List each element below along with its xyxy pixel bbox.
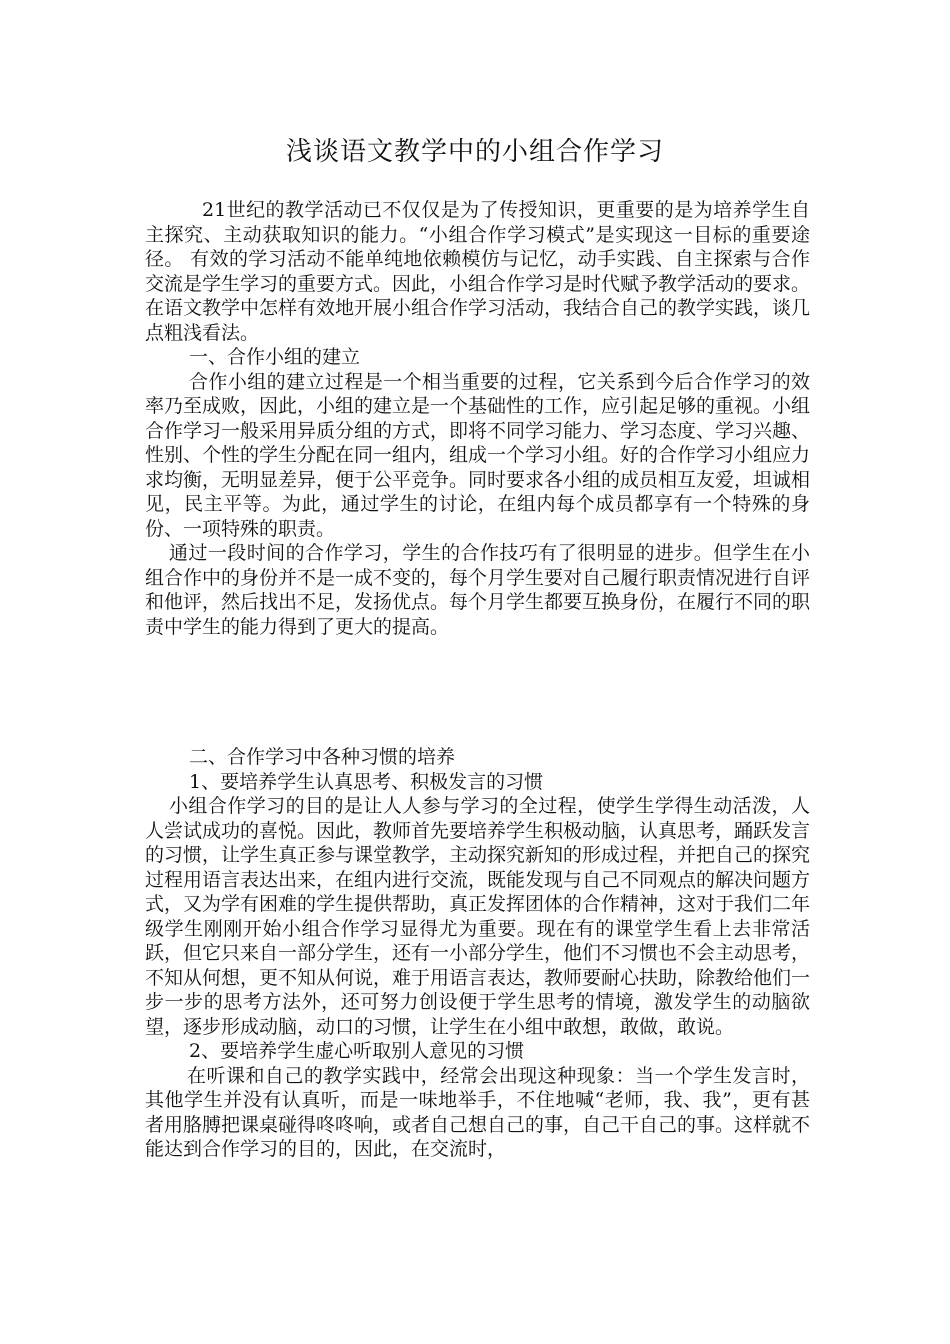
intro-paragraph: 21世纪的教学活动已不仅仅是为了传授知识，更重要的是为培养学生自主探究、主动获取知识的能力。“小组合作学习模式”是实现这一目标的重要途径。 有效的学习活动不能单纯地依赖模仿与记忆，动手实践、自主探索与合作交流是学生学习的重要方式。因此，小组合作学习是时代赋予教学活动的要求。在语文教学中怎样有效地开展小组合作学习活动，我结合自己的教学实践，谈几点粗浅看法。 xyxy=(145,199,811,344)
subsection-2-heading: 2、要培养学生虚心听取别人意见的习惯 xyxy=(189,1040,525,1062)
document-title: 浅谈语文教学中的小组合作学习 xyxy=(285,137,664,167)
section-2-block xyxy=(145,745,810,1162)
section-1-paragraph-2: 通过一段时间的合作学习，学生的合作技巧有了很明显的进步。但学生在小组合作中的身份并不是一成不变的，每个月学生要对自己履行职责情况进行自评和他评，然后找出不足，发扬优点。每个月学生都要互换身份，在履行不同的职责中学生的能力得到了更大的提高。 xyxy=(145,542,811,638)
section-1-paragraph-1: 合作小组的建立过程是一个相当重要的过程，它关系到今后合作学习的效率乃至成败，因此，小组的建立是一个基础性的工作，应引起足够的重视。小组合作学习一般采用异质分组的方式，即将不同学习能力、学习态度、学习兴趣、性别、个性的学生分配在同一组内，组成一个学习小组。好的合作学习小组应力求均衡，无明显差异，便于公平竞争。同时要求各小组的成员相互友爱，坦诚相见，民主平等。为此，通过学生的讨论，在组内每个成员都享有一个特殊的身份、一项特殊的职责。 xyxy=(145,370,811,540)
section-1-heading: 一、合作小组的建立 xyxy=(189,346,361,368)
subsection-2-paragraph: 在听课和自己的教学实践中，经常会出现这种现象：当一个学生发言时，其他学生并没有认真听，而是一味地举手，不住地喊“老师，我、我”，更有甚者用胳膊把课桌碰得咚咚响，或者自己想自己的事，自己干自己的事。这样就不能达到合作学习的目的，因此，在交流时， xyxy=(145,1064,811,1160)
section-2-heading: 二、合作学习中各种习惯的培养 xyxy=(189,746,456,768)
subsection-1-heading: 1、要培养学生认真思考、积极发言的习惯 xyxy=(189,770,544,793)
subsection-1-paragraph: 小组合作学习的目的是让人人参与学习的全过程，使学生学得生动活泼，人人尝试成功的喜悦。因此，教师首先要培养学生积极动脑，认真思考，踊跃发言的习惯，让学生真正参与课堂教学，主动探究新知的形成过程，并把自己的探究过程用语言表达出来，在组内进行交流，既能发现与自己不同观点的解决问题方式，又为学有困难的学生提供帮助，真正发挥团体的合作精神，这对于我们二年级学生刚刚开始小组合作学习显得尤为重要。现在有的课堂学生看上去非常活跃，但它只来自一部分学生，还有一小部分学生，他们不习惯也不会主动思考，不知从何想，更不知从何说，难于用语言表达，教师要耐心扶助，除教给他们一步一步的思考方法外，还可努力创设便于学生思考的情境，激发学生的动脑欲望，逐步形成动脑，动口的习惯，让学生在小组中敢想，敢做，敢说。 xyxy=(145,795,811,1038)
intro-block xyxy=(145,198,810,639)
